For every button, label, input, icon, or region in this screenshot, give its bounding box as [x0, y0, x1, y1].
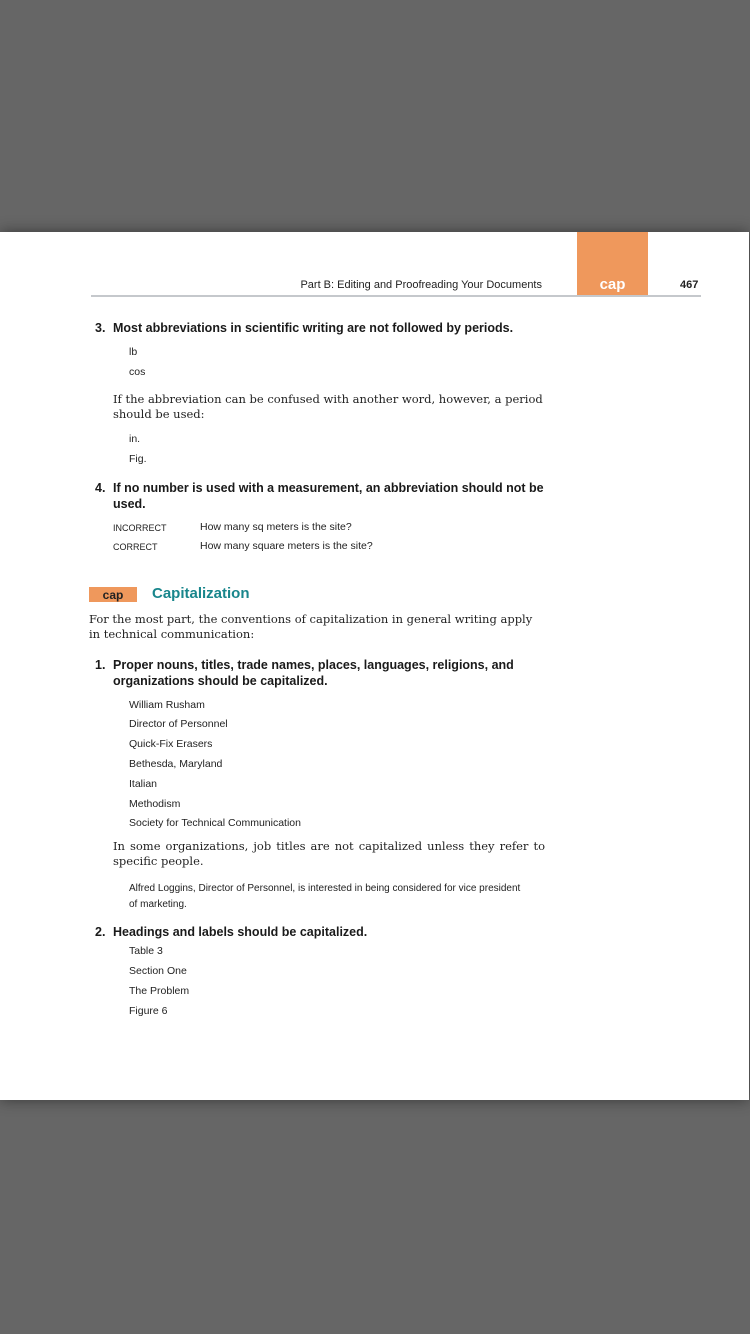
example-item: Italian	[129, 778, 158, 790]
rule-4-heading	[95, 480, 553, 512]
section-intro: For the most part, the conventions of capitalization in general writing apply in technical communication:	[89, 612, 533, 641]
section-badge: cap	[89, 587, 137, 602]
example-item: Fig.	[129, 453, 147, 465]
example-item: Bethesda, Maryland	[129, 758, 223, 770]
section-title: Capitalization	[152, 585, 250, 602]
cap-rule-2-heading	[95, 924, 523, 940]
rule-3-heading	[95, 320, 553, 336]
example-item: in.	[129, 433, 141, 445]
example-item: Quick-Fix Erasers	[129, 738, 213, 750]
rule-3-number: 3.	[95, 321, 106, 335]
example-item: Figure 6	[129, 1005, 168, 1017]
example-item: William Rusham	[129, 699, 205, 711]
chapter-tab: cap	[577, 232, 648, 295]
example-item: Society for Technical Communication	[129, 817, 301, 829]
example-item: cos	[129, 366, 146, 378]
header-rule	[91, 295, 701, 297]
example-item: Section One	[129, 965, 187, 977]
cap-rule-1-number: 1.	[95, 658, 106, 672]
cap-rule-1-text: Proper nouns, titles, trade names, places, languages, religions, and organizations should be capitalized.	[113, 658, 514, 688]
example-sentence: Alfred Loggins, Director of Personnel, is interested in being considered for vice president of marketing.	[129, 883, 521, 910]
correct-label: CORRECT	[113, 542, 158, 552]
page-number: 467	[680, 279, 699, 291]
book-page	[0, 232, 749, 1100]
cap-rule-2-number: 2.	[95, 925, 106, 939]
example-item: The Problem	[129, 985, 190, 997]
correct-example: How many square meters is the site?	[200, 540, 373, 552]
rule-4-number: 4.	[95, 481, 106, 495]
example-item: lb	[129, 346, 138, 358]
example-item: Methodism	[129, 798, 181, 810]
rule-3-note: If the abbreviation can be confused with another word, however, a period should be used:	[113, 392, 543, 421]
cap-rule-1-note: In some organizations, job titles are not capitalized unless they refer to specific people.	[113, 839, 545, 868]
rule-4-text: If no number is used with a measurement, an abbreviation should not be used.	[113, 481, 544, 511]
incorrect-example: How many sq meters is the site?	[200, 521, 352, 533]
incorrect-label: INCORRECT	[113, 523, 167, 533]
rule-3-text: Most abbreviations in scientific writing are not followed by periods.	[113, 321, 514, 335]
running-header: Part B: Editing and Proofreading Your Documents	[300, 279, 542, 291]
cap-rule-1-heading	[95, 657, 523, 689]
example-item: Table 3	[129, 945, 163, 957]
cap-rule-2-text: Headings and labels should be capitalized.	[113, 925, 368, 939]
example-item: Director of Personnel	[129, 718, 228, 730]
